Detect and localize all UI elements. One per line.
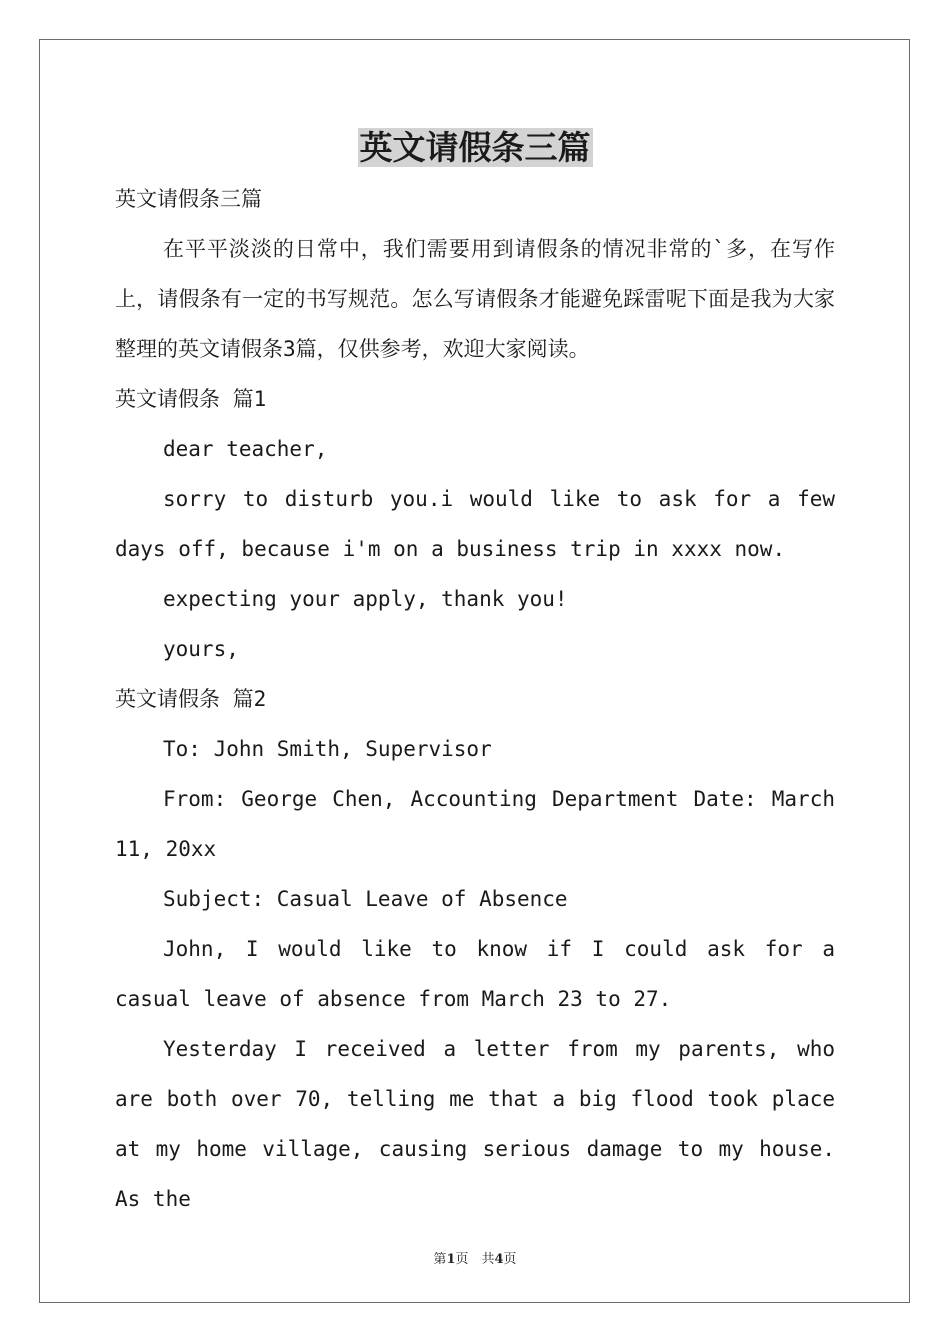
- page-mid: 页 共: [455, 1252, 495, 1267]
- paragraph-closing: expecting your apply, thank you!: [163, 587, 568, 611]
- paragraph-heading: 英文请假条三篇: [115, 187, 262, 211]
- page-current: 1: [446, 1252, 456, 1267]
- section-heading-1: 英文请假条 篇1: [115, 387, 267, 411]
- paragraph-reason: Yesterday I received a letter from my parents, who are both over 70, telling me that a big flood took place at my home village, causing serious damage to my house. As the: [115, 1037, 835, 1211]
- document-title: [0, 126, 950, 170]
- section-heading-2: 英文请假条 篇2: [115, 687, 267, 711]
- page-suffix: 页: [503, 1252, 517, 1267]
- paragraph-body: sorry to disturb you.i would like to ask for a few days off, because i'm on a business trip in xxxx now.: [115, 487, 835, 561]
- page-total: 4: [494, 1252, 504, 1267]
- paragraph-salutation: dear teacher,: [163, 437, 328, 461]
- paragraph-subject: Subject: Casual Leave of Absence: [163, 887, 568, 911]
- paragraph-from: From: George Chen, Accounting Department Date: March 11, 20xx: [115, 787, 835, 861]
- document-body: [115, 174, 835, 1224]
- paragraph-request: John, I would like to know if I could ask for a casual leave of absence from March 23 to 27.: [115, 937, 835, 1011]
- paragraph-signoff: yours,: [163, 637, 239, 661]
- page-footer: [0, 1248, 950, 1267]
- paragraph-to: To: John Smith, Supervisor: [163, 737, 492, 761]
- document-title-text: 英文请假条三篇: [359, 128, 591, 167]
- paragraph-intro: 在平平淡淡的日常中，我们需要用到请假条的情况非常的`多，在写作上，请假条有一定的书写规范。怎么写请假条才能避免踩雷呢下面是我为大家整理的英文请假条3篇，仅供参考，欢迎大家阅读。: [115, 237, 835, 361]
- page-prefix: 第: [433, 1252, 447, 1267]
